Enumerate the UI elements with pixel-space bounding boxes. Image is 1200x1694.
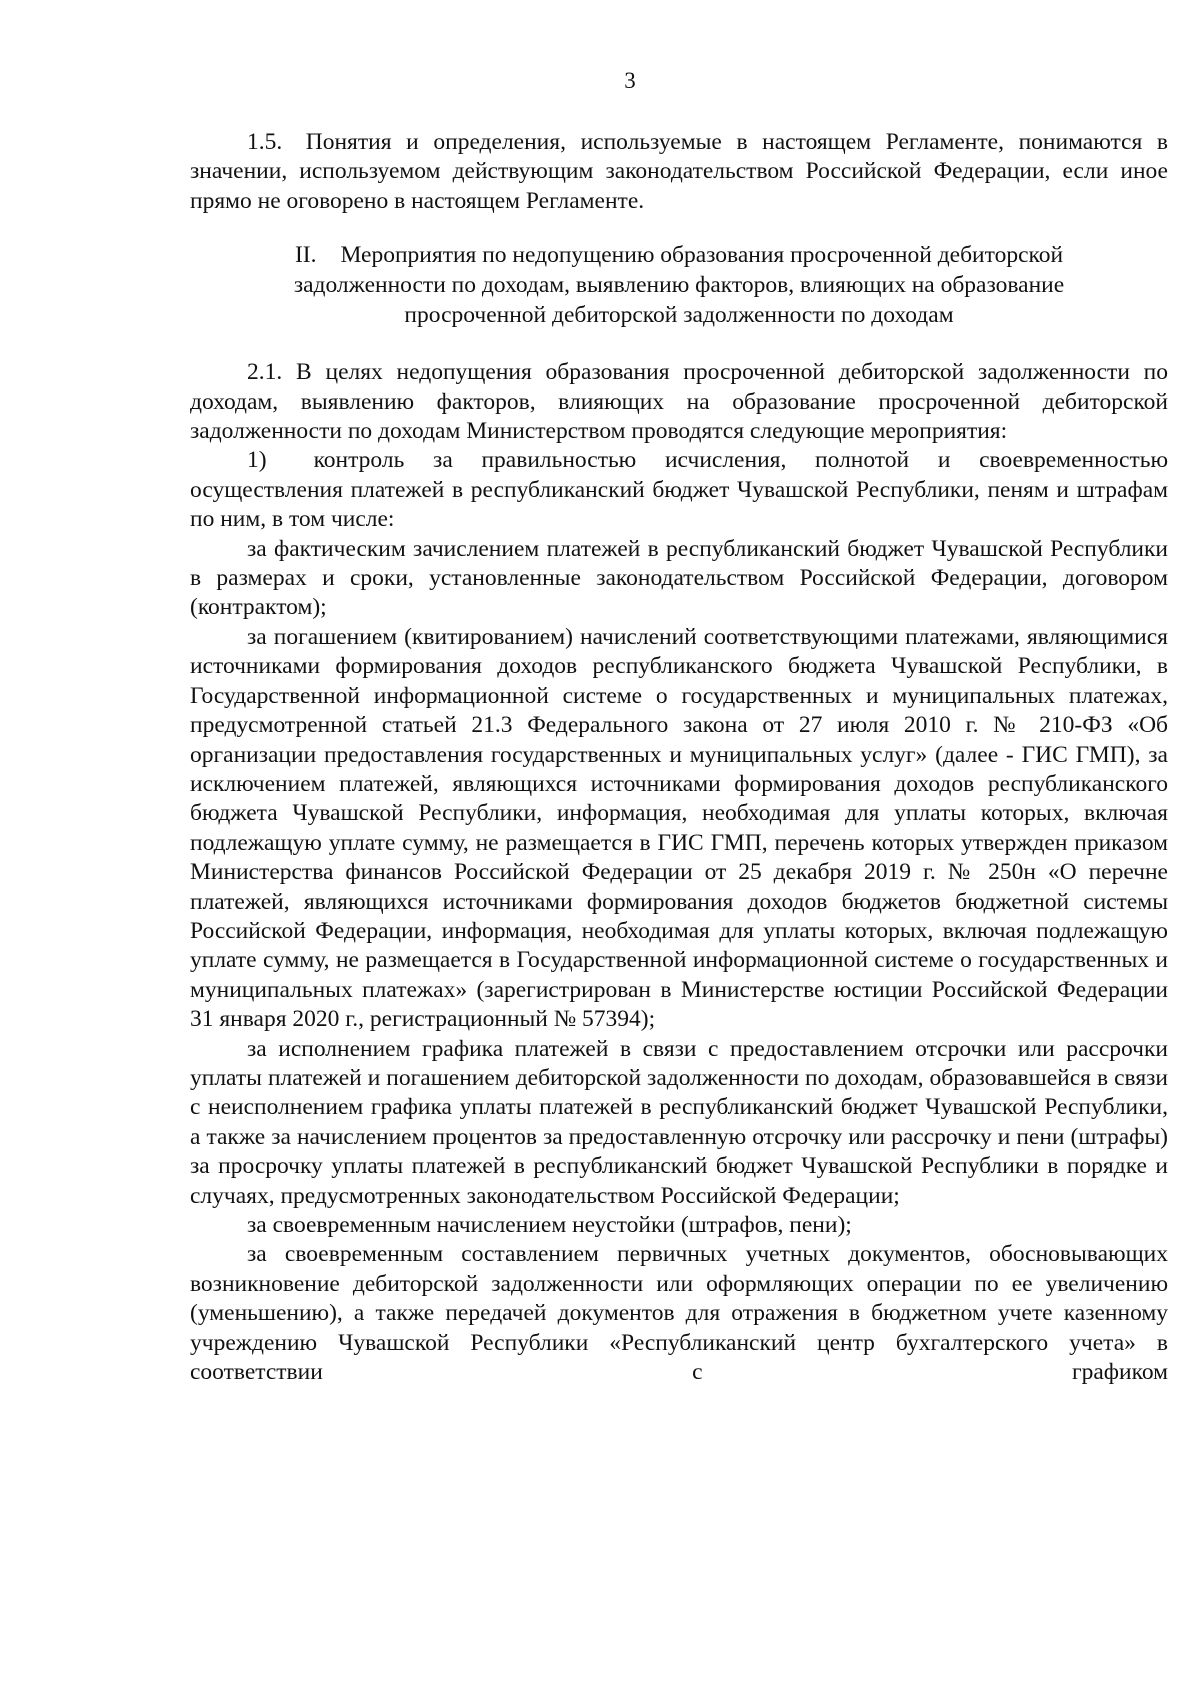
section-heading-number: II. — [294, 242, 317, 269]
document-body — [190, 128, 1168, 1387]
paragraph-actual-crediting: за фактическим зачислением платежей в республиканский бюджет Чувашской Республики в размерах и сроки, установленные законодательством Российской Федерации, договором (контрактом); — [190, 535, 1168, 621]
paragraph-payment-schedule: за исполнением графика платежей в связи с предоставлением отсрочки или рассрочки уплаты платежей и погашением дебиторской задолженности по доходам, образовавшейся в связи с неисполнением графика уплаты платежей в республиканский бюджет Чувашской Республики, а также за начислением процентов за предоставленную отсрочку или рассрочку и пени (штрафы) за просрочку уплаты платежей в республиканский бюджет Чувашской Республики в порядке и случаях, предусмотренных законодательством Российской Федерации; — [190, 1035, 1168, 1209]
section-heading-text: Мероприятия по недопущению образования просроченной дебиторской задолженности по доходам, выявлению факторов, влияющих на образование просроченной дебиторской задолженности по доходам — [293, 242, 1065, 329]
section-heading — [190, 240, 1168, 330]
paragraph-item-1: 1) контроль за правильностью исчисления, полнотой и своевременностью осуществления платежей в республиканский бюджет Чувашской Республики, пеням и штрафам по ним, в том числе: — [190, 447, 1168, 533]
paragraph-primary-documents: за своевременным составлением первичных учетных документов, обосновывающих возникновение дебиторской задолженности или оформляющих операции по ее увеличению (уменьшению), а также передачей документов для отражения в бюджетном учете казенному учреждению Чувашской Республики «Республиканский центр бухгалтерского учета» в соответствии с графиком — [190, 1241, 1168, 1386]
page-number: 3 — [624, 68, 636, 93]
paragraph-penalty-accrual: за своевременным начислением неустойки (штрафов, пени); — [247, 1212, 852, 1238]
paragraph-reconciliation: за погашением (квитированием) начислений соответствующими платежами, являющимися источниками формирования доходов республиканского бюджета Чувашской Республики, в Государственной информационной системе о государственных и муниципальных платежах, предусмотренной статьей 21.3 Федерального закона от 27 июля 2010 г. № 210-ФЗ «Об организации предоставления государственных и муниципальных услуг» (далее - ГИС ГМП), за исключением платежей, являющихся источниками формирования доходов республиканского бюджета Чувашской Республики, информация, необходимая для уплаты которых, включая подлежащую уплате сумму, не размещается в ГИС ГМП, перечень которых утвержден приказом Министерства финансов Российской Федерации от 25 декабря 2019 г. № 250н «О перечне платежей, являющихся источниками формирования доходов бюджетов бюджетной системы Российской Федерации, информация, необходимая для уплаты которых, включая подлежащую уплате сумму, не размещается в Государственной информационной системе о государственных и муниципальных платежах» (зарегистрирован в Министерстве юстиции Российской Федерации 31 января 2020 г., регистрационный № 57394); — [190, 623, 1168, 1033]
paragraph-2-1: 2.1. В целях недопущения образования просроченной дебиторской задолженности по доходам, выявлению факторов, влияющих на образование просроченной дебиторской задолженности по доходам Министерством проводятся следующие мероприятия: — [190, 359, 1168, 445]
paragraph-1-5: 1.5. Понятия и определения, используемые в настоящем Регламенте, понимаются в значении, используемом действующим законодательством Российской Федерации, если иное прямо не оговорено в настоящем Регламенте. — [190, 129, 1168, 214]
